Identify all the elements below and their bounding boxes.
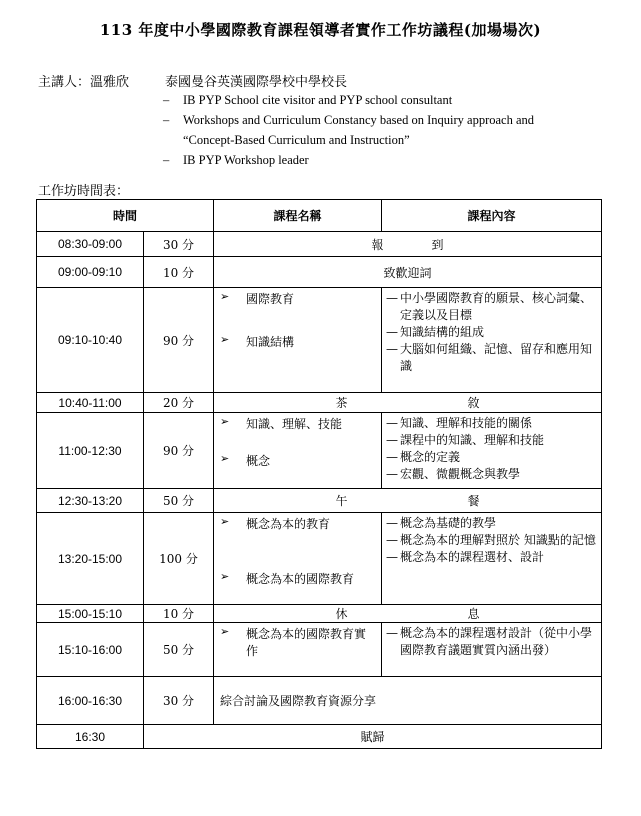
duration-cell: 10 分: [144, 605, 214, 623]
course-topic: ➢ 概念為本的國際教育: [220, 570, 355, 586]
activity-cell: 報 到: [214, 232, 602, 257]
arrow-bullet-icon: ➢: [220, 415, 230, 428]
table-row: [37, 232, 602, 257]
speaker-role: 泰國曼谷英漢國際學校中學校長: [165, 75, 348, 90]
dash-icon: —: [386, 342, 399, 356]
content-item: — 概念為本的課程選材、設計: [386, 550, 545, 564]
activity-cell: 賦歸: [144, 725, 602, 749]
credential-line: Workshops and Curriculum Constancy based on Inquiry approach and: [183, 113, 535, 127]
duration-cell: 90 分: [144, 413, 214, 489]
time-cell: 15:00-15:10: [37, 605, 144, 623]
activity-cell: 綜合討論及國際教育資源分享: [214, 677, 602, 725]
dash-icon: —: [386, 325, 399, 339]
duration-cell: 100 分: [144, 513, 214, 605]
table-row: [37, 489, 602, 513]
time-cell: 09:10-10:40: [37, 288, 144, 393]
duration-cell: 10 分: [144, 257, 214, 288]
dash-icon: —: [386, 516, 399, 530]
arrow-bullet-icon: ➢: [220, 515, 230, 528]
time-cell: 16:30: [37, 725, 144, 749]
arrow-bullet-icon: ➢: [220, 452, 230, 465]
time-cell: 08:30-09:00: [37, 232, 144, 257]
table-row: [37, 288, 602, 393]
course-topic: ➢ 概念: [220, 452, 271, 468]
content-item: — 中小學國際教育的願景、核心詞彙、定義以及目標: [386, 291, 593, 322]
dash-icon: —: [386, 433, 399, 447]
speaker-credentials: [163, 90, 534, 170]
activity-cell: 茶 敘: [214, 393, 602, 413]
course-topic: ➢ 國際教育: [220, 290, 295, 306]
activity-cell: 午 餐: [214, 489, 602, 513]
arrow-bullet-icon: ➢: [220, 290, 230, 303]
dash-icon: —: [386, 550, 399, 564]
dash-icon: —: [386, 467, 399, 481]
content-item: — 課程中的知識、理解和技能: [386, 433, 545, 447]
table-row: [37, 393, 602, 413]
table-header-row: [37, 200, 602, 232]
table-row: [37, 677, 602, 725]
duration-cell: 90 分: [144, 288, 214, 393]
table-row: [37, 413, 602, 489]
credential-line: IB PYP School cite visitor and PYP school consultant: [183, 93, 453, 107]
content-item: — 知識結構的組成: [386, 325, 485, 339]
speaker-line: [38, 71, 347, 90]
header-content: 課程內容: [382, 200, 602, 232]
dash-icon: —: [386, 291, 399, 305]
credential-item: [163, 150, 534, 170]
dash-icon: —: [386, 533, 399, 547]
course-cell: [214, 513, 382, 605]
course-topic: ➢ 知識、理解、技能: [220, 415, 343, 431]
schedule-title: 工作坊時間表：: [38, 184, 130, 199]
table-row: [37, 725, 602, 749]
course-topic: ➢ 概念為本的教育: [220, 515, 331, 531]
credential-item: [163, 110, 534, 150]
page-title: 113 年度中小學國際教育課程領導者實作工作坊議程(加場場次): [99, 21, 542, 39]
content-item: — 概念為本的課程選材設計（從中小學國際教育議題實質內涵出發）: [386, 626, 593, 657]
course-cell: [214, 623, 382, 677]
activity-cell: 休 息: [214, 605, 602, 623]
activity-cell: 致歡迎詞: [214, 257, 602, 288]
credential-line: “Concept-Based Curriculum and Instruction”: [183, 133, 410, 147]
content-item: — 概念為本的理解對照於 知識點的記憶: [386, 533, 596, 547]
course-cell: [214, 413, 382, 489]
schedule-table: [36, 199, 602, 749]
course-topic: ➢ 知識結構: [220, 333, 295, 349]
dash-icon: –: [163, 153, 170, 167]
dash-icon: —: [386, 626, 399, 640]
dash-icon: –: [163, 93, 170, 107]
dash-icon: —: [386, 450, 399, 464]
table-row: [37, 605, 602, 623]
content-item: — 概念為基礎的教學: [386, 516, 497, 530]
table-row: [37, 513, 602, 605]
time-cell: 12:30-13:20: [37, 489, 144, 513]
time-cell: 15:10-16:00: [37, 623, 144, 677]
time-cell: 10:40-11:00: [37, 393, 144, 413]
content-cell: [382, 288, 602, 393]
dash-icon: –: [163, 113, 170, 127]
arrow-bullet-icon: ➢: [220, 625, 230, 638]
content-item: — 宏觀、微觀概念與教學: [386, 467, 521, 481]
content-item: — 大腦如何組織、記憶、留存和應用知識: [386, 342, 593, 373]
duration-cell: 30 分: [144, 232, 214, 257]
table-row: [37, 257, 602, 288]
duration-cell: 20 分: [144, 393, 214, 413]
credential-item: [163, 90, 534, 110]
duration-cell: 50 分: [144, 623, 214, 677]
content-cell: [382, 413, 602, 489]
duration-cell: 50 分: [144, 489, 214, 513]
time-cell: 13:20-15:00: [37, 513, 144, 605]
course-cell: [214, 288, 382, 393]
time-cell: 09:00-09:10: [37, 257, 144, 288]
content-cell: [382, 623, 602, 677]
content-cell: [382, 513, 602, 605]
arrow-bullet-icon: ➢: [220, 333, 230, 346]
arrow-bullet-icon: ➢: [220, 570, 230, 583]
dash-icon: —: [386, 416, 399, 430]
content-item: — 知識、理解和技能的關係: [386, 416, 533, 430]
speaker-label: 主講人：溫雅欣: [38, 75, 130, 90]
time-cell: 11:00-12:30: [37, 413, 144, 489]
content-item: — 概念的定義: [386, 450, 461, 464]
header-course: 課程名稱: [214, 200, 382, 232]
course-topic: ➢ 概念為本的國際教育實作: [220, 625, 367, 658]
time-cell: 16:00-16:30: [37, 677, 144, 725]
header-time: 時間: [37, 200, 214, 232]
table-row: [37, 623, 602, 677]
credential-line: IB PYP Workshop leader: [183, 153, 309, 167]
duration-cell: 30 分: [144, 677, 214, 725]
